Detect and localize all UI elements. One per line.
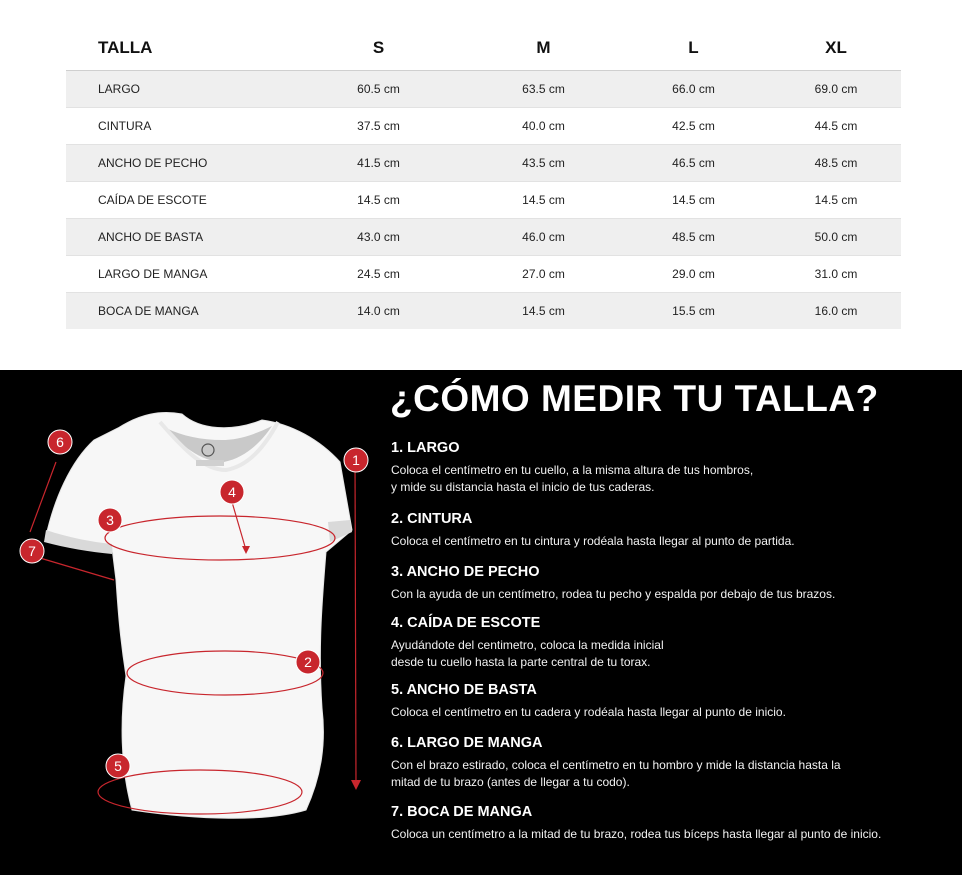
step-desc-line: Coloca el centímetro en tu cadera y rodéala hasta llegar al punto de inicio. bbox=[391, 705, 786, 719]
cell-value: 27.0 cm bbox=[471, 256, 616, 293]
cell-value: 46.0 cm bbox=[471, 219, 616, 256]
marker-5-label: 5 bbox=[114, 758, 122, 774]
boca-line bbox=[40, 558, 114, 580]
step-largo-manga bbox=[391, 735, 951, 791]
marker-2-label: 2 bbox=[304, 654, 312, 670]
table-row bbox=[66, 108, 901, 145]
step-desc-line: Con la ayuda de un centímetro, rodea tu pecho y espalda por debajo de tus brazos. bbox=[391, 587, 836, 601]
cell-value: 42.5 cm bbox=[616, 108, 771, 145]
size-table bbox=[66, 26, 901, 329]
cell-value: 15.5 cm bbox=[616, 293, 771, 330]
cell-value: 14.5 cm bbox=[771, 182, 901, 219]
size-tag bbox=[196, 460, 224, 466]
cell-value: 24.5 cm bbox=[286, 256, 471, 293]
step-desc bbox=[391, 586, 951, 603]
cell-value: 60.5 cm bbox=[286, 71, 471, 108]
step-boca-manga bbox=[391, 804, 951, 843]
table-row bbox=[66, 182, 901, 219]
table-row bbox=[66, 71, 901, 108]
step-desc-line: mitad de tu brazo (antes de llegar a tu codo). bbox=[391, 775, 630, 789]
step-desc-line: Con el brazo estirado, coloca el centímetro en tu hombro y mide la distancia hasta la bbox=[391, 758, 841, 772]
cell-value: 14.5 cm bbox=[616, 182, 771, 219]
row-label: ANCHO DE BASTA bbox=[66, 219, 286, 256]
marker-6-label: 6 bbox=[56, 434, 64, 450]
cell-value: 41.5 cm bbox=[286, 145, 471, 182]
step-desc-line: Ayudándote del centimetro, coloca la medida inicial bbox=[391, 638, 664, 652]
size-table-header bbox=[66, 26, 901, 71]
step-title: 6. LARGO DE MANGA bbox=[391, 735, 543, 751]
step-title: 1. LARGO bbox=[391, 440, 460, 456]
marker-1-label: 1 bbox=[352, 452, 360, 468]
marker-3-label: 3 bbox=[106, 512, 114, 528]
table-row bbox=[66, 256, 901, 293]
cell-value: 43.0 cm bbox=[286, 219, 471, 256]
row-label: LARGO DE MANGA bbox=[66, 256, 286, 293]
step-desc-line: y mide su distancia hasta el inicio de tus caderas. bbox=[391, 480, 655, 494]
step-desc-line: Coloca el centímetro en tu cintura y rodéala hasta llegar al punto de partida. bbox=[391, 534, 795, 548]
header-size-m: M bbox=[471, 26, 616, 71]
cell-value: 69.0 cm bbox=[771, 71, 901, 108]
guide-title: ¿CÓMO MEDIR TU TALLA? bbox=[390, 378, 879, 419]
header-talla: TALLA bbox=[66, 26, 286, 71]
cell-value: 14.0 cm bbox=[286, 293, 471, 330]
cell-value: 63.5 cm bbox=[471, 71, 616, 108]
marker-4-label: 4 bbox=[228, 484, 236, 500]
row-label: ANCHO DE PECHO bbox=[66, 145, 286, 182]
cell-value: 14.5 cm bbox=[471, 293, 616, 330]
step-desc bbox=[391, 826, 951, 843]
largo-arrow-icon bbox=[351, 780, 361, 790]
table-row bbox=[66, 219, 901, 256]
step-title: 7. BOCA DE MANGA bbox=[391, 804, 533, 820]
step-largo bbox=[391, 440, 951, 496]
step-desc-line: Coloca el centímetro en tu cuello, a la misma altura de tus hombros, bbox=[391, 463, 754, 477]
cell-value: 31.0 cm bbox=[771, 256, 901, 293]
marker-5 bbox=[106, 754, 130, 778]
largo-line bbox=[355, 460, 356, 788]
tshirt-illustration bbox=[0, 370, 380, 875]
marker-7-label: 7 bbox=[28, 543, 36, 559]
cell-value: 29.0 cm bbox=[616, 256, 771, 293]
cell-value: 37.5 cm bbox=[286, 108, 471, 145]
cell-value: 50.0 cm bbox=[771, 219, 901, 256]
marker-6 bbox=[48, 430, 72, 454]
step-title: 3. ANCHO DE PECHO bbox=[391, 564, 540, 580]
step-desc bbox=[391, 637, 951, 671]
tshirt-shape bbox=[46, 413, 352, 819]
step-ancho-pecho bbox=[391, 564, 951, 603]
step-caida-escote bbox=[391, 615, 951, 671]
header-size-s: S bbox=[286, 26, 471, 71]
table-row bbox=[66, 293, 901, 330]
cell-value: 16.0 cm bbox=[771, 293, 901, 330]
cell-value: 14.5 cm bbox=[471, 182, 616, 219]
step-title: 5. ANCHO DE BASTA bbox=[391, 682, 537, 698]
table-row bbox=[66, 145, 901, 182]
row-label: LARGO bbox=[66, 71, 286, 108]
header-size-xl: XL bbox=[771, 26, 901, 71]
marker-2 bbox=[296, 650, 320, 674]
step-ancho-basta bbox=[391, 682, 951, 721]
step-title: 2. CINTURA bbox=[391, 511, 473, 527]
row-label: BOCA DE MANGA bbox=[66, 293, 286, 330]
step-desc-line: Coloca un centímetro a la mitad de tu brazo, rodea tus bíceps hasta llegar al punto de inicio. bbox=[391, 827, 882, 841]
cell-value: 44.5 cm bbox=[771, 108, 901, 145]
cell-value: 46.5 cm bbox=[616, 145, 771, 182]
marker-4 bbox=[220, 480, 244, 504]
marker-1 bbox=[344, 448, 368, 472]
step-cintura bbox=[391, 511, 951, 550]
cell-value: 66.0 cm bbox=[616, 71, 771, 108]
step-desc bbox=[391, 757, 951, 791]
step-desc bbox=[391, 533, 951, 550]
header-size-l: L bbox=[616, 26, 771, 71]
cell-value: 43.5 cm bbox=[471, 145, 616, 182]
row-label: CINTURA bbox=[66, 108, 286, 145]
cell-value: 48.5 cm bbox=[771, 145, 901, 182]
marker-3 bbox=[98, 508, 122, 532]
step-desc bbox=[391, 462, 951, 496]
step-desc bbox=[391, 704, 951, 721]
step-title: 4. CAÍDA DE ESCOTE bbox=[391, 615, 541, 631]
measure-guide-panel bbox=[0, 370, 962, 875]
marker-7 bbox=[20, 539, 44, 563]
row-label: CAÍDA DE ESCOTE bbox=[66, 182, 286, 219]
cell-value: 48.5 cm bbox=[616, 219, 771, 256]
step-desc-line: desde tu cuello hasta la parte central de tu torax. bbox=[391, 655, 651, 669]
cell-value: 14.5 cm bbox=[286, 182, 471, 219]
cell-value: 40.0 cm bbox=[471, 108, 616, 145]
